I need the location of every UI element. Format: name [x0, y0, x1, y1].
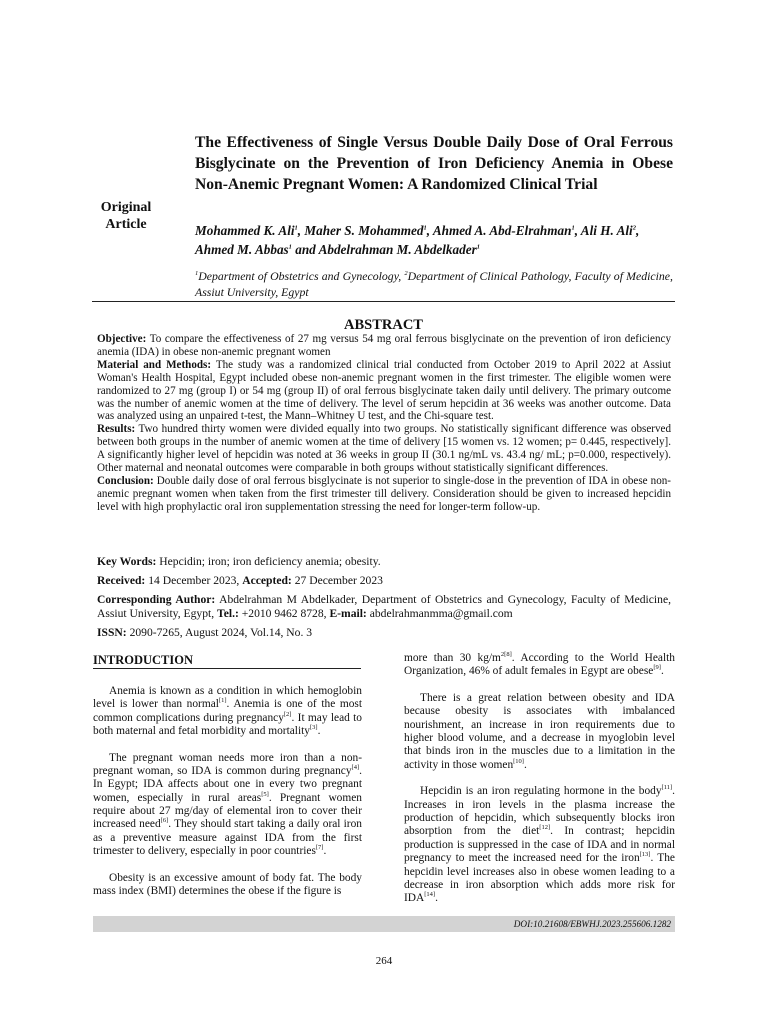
affiliation-mark: 2 — [404, 270, 408, 278]
citation-mark: 2[8] — [500, 651, 512, 659]
paragraph-text: more than 30 kg/m — [404, 652, 501, 664]
author-name: Ahmed A. Abd-Elrahman — [432, 223, 572, 238]
abstract-section-label: Objective: — [97, 333, 147, 345]
author-separator: , — [574, 223, 581, 238]
abstract-section-label: Results: — [97, 423, 136, 436]
email-label: E-mail: — [329, 607, 367, 620]
abstract-heading: ABSTRACT — [344, 317, 423, 333]
affiliation-text: Department of Clinical Pathology, Faculty of Medicine, Assiut University, Egypt — [195, 269, 673, 299]
keywords-text: Hepcidin; iron; iron deficiency anemia; obesity. — [159, 555, 381, 568]
citation-mark: [1] — [218, 697, 227, 705]
issn — [97, 626, 671, 640]
abstract-section-text: To compare the effectiveness of 27 mg versus 54 mg oral ferrous bisglycinate on the prevention of iron deficiency anemia (IDA) in obese non-anemic pregnant women — [97, 333, 671, 358]
author-separator: , — [635, 223, 640, 238]
affiliation-text: Department of Obstetrics and Gynecology, — [198, 269, 405, 283]
paragraph-text: . Pregnant women require about 27 mg/day of elemental iron to cover their increased need — [93, 791, 362, 831]
author-affiliation-mark: 1 — [571, 224, 575, 232]
author-affiliation-mark: 2 — [632, 224, 636, 232]
author-name: Ali H. Ali — [580, 223, 633, 238]
author-name: Mohammed K. Ali — [195, 223, 295, 238]
citation-mark: [6] — [160, 817, 169, 825]
citation-mark: [10] — [513, 757, 524, 765]
accepted-date: 27 December 2023 — [294, 574, 383, 587]
abstract-section-text: Double daily dose of oral ferrous bisglycinate is not superior to single-dose in the prevention of IDA in obese non-anemic pregnant women when taken from the first trimester till delivery. Consideration should be given to increased hepcidin level with high prophylactic oral iron supplementation stressing the need for longer-term follow-up. — [97, 474, 671, 513]
citation-mark: [13] — [639, 851, 651, 859]
body-paragraph — [404, 785, 675, 905]
received-label: Received: — [97, 574, 146, 587]
left-column — [93, 652, 362, 912]
author-affiliation-mark: 1 — [294, 224, 298, 232]
doi-bar — [93, 916, 675, 932]
paragraph-text: Obesity is an excessive amount of body fat. The body mass index (BMI) determines the obese if the figure is — [93, 871, 362, 898]
doi-text: DOI:10.21608/EBWHJ.2023.255606.1282 — [513, 919, 671, 929]
author-separator: , — [297, 223, 305, 238]
author-affiliation-mark: 1 — [476, 243, 480, 251]
paragraph-text: . Anemia is one of the most common complications during pregnancy — [93, 698, 362, 724]
author-affiliation-mark: 1 — [288, 243, 292, 251]
author-separator: , — [426, 223, 433, 238]
paragraph-text: . Increases in iron levels in the plasma increase the production of hepcidin, which subsequently blocks iron absorption from the diet — [404, 785, 675, 838]
body-paragraph — [93, 752, 362, 859]
left-column-paragraphs — [93, 685, 362, 899]
abstract-section-label: Conclusion: — [97, 474, 154, 487]
paragraph-text: The pregnant woman needs more iron than a non-pregnant woman, so IDA is common during pregnancy — [93, 751, 362, 778]
abstract-conclusion — [97, 475, 671, 514]
received-date: 14 December 2023, — [148, 574, 240, 587]
keywords — [97, 555, 671, 569]
affiliations — [195, 268, 673, 300]
paragraph-text: . The hepcidin level increases also in obese women leading to a decrease in iron absorption which adds more risk for IDA — [404, 852, 675, 905]
accepted-label: Accepted: — [242, 574, 292, 587]
body-paragraph — [404, 692, 675, 772]
page-number: 264 — [375, 955, 393, 967]
issn-text: 2090-7265, August 2024, Vol.14, No. 3 — [129, 626, 313, 639]
citation-mark: [9] — [653, 664, 661, 672]
abstract-results — [97, 423, 671, 475]
introduction-heading: INTRODUCTION — [93, 653, 194, 667]
affiliation-mark: 1 — [195, 270, 199, 278]
paragraph-text: Anemia is known as a condition in which hemoglobin level is lower than normal — [93, 685, 362, 711]
introduction-underline — [93, 668, 361, 669]
article-type-line-1: Original — [100, 200, 152, 215]
paragraph-text: . In Egypt; IDA affects about one in every two pregnant women, especially in rural areas — [93, 765, 362, 804]
author-name: Abdelrahman M. Abdelkader — [318, 242, 477, 257]
citation-mark: [4] — [351, 764, 360, 772]
paper-title: The Effectiveness of Single Versus Double Daily Dose of Oral Ferrous Bisglycinate on the Prevention of Iron Deficiency Anemia in Obese Non-Anemic Pregnant Women: A Randomized Clinical Trial — [195, 134, 673, 193]
corresponding-text: Abdelrahman M Abdelkader, Department of Obstetrics and Gynecology, Faculty of Medicine, Assiut University, Egypt, — [97, 593, 671, 620]
article-type-line-2: Article — [105, 217, 147, 232]
abstract-methods — [97, 359, 671, 424]
keywords-label: Key Words: — [97, 555, 157, 568]
paragraph-text: . — [660, 665, 664, 678]
tel-number: +2010 9462 8728, — [241, 607, 327, 620]
author-name: Maher S. Mohammed — [304, 223, 424, 238]
abstract-body — [97, 333, 671, 514]
paragraph-text: There is a great relation between obesity and IDA because obesity is associates with imbalanced nourishment, an increase in iron requirements due to higher blood volume, and a decrease in myoglobin level that binds iron in the muscles due to a limitation in the activity in those women — [404, 692, 675, 771]
citation-mark: [7] — [315, 844, 324, 852]
header-divider — [92, 301, 675, 302]
paragraph-text: . — [317, 725, 321, 738]
paragraph-text: . — [435, 892, 438, 905]
author-list — [195, 221, 673, 259]
paragraph-text: . They should start taking a daily oral iron as a preventive measure against IDA from the first trimester to delivery, especially in poor countries — [93, 818, 362, 858]
body-paragraph — [93, 872, 362, 899]
article-type-label — [90, 199, 162, 233]
right-column-paragraphs — [404, 652, 675, 906]
author-affiliation-mark: 1 — [423, 224, 427, 232]
paragraph-text: . According to the World Health Organization, 46% of adult females in Egypt are obese — [404, 652, 675, 678]
citation-mark: [12] — [539, 824, 551, 832]
corresponding-label: Corresponding Author: — [97, 593, 216, 606]
right-column — [404, 652, 675, 919]
paragraph-text: . — [523, 758, 527, 771]
citation-mark: [11] — [661, 784, 673, 792]
abstract-section-text: Two hundred thirty women were divided equally into two groups. No statistically significant difference was observed between both groups in the number of anemic women at the time of delivery [15 women vs. 12 women; p= 0.445, respectively]. A significantly higher level of hepcidin was noted at 36 weeks in group II (30.1 ng/mL vs. 43.4 ng/ mL; p=0.000, respectively). Other maternal and neonatal outcomes were comparable in both groups without statistically significant differences. — [97, 423, 672, 475]
paragraph-text: . In contrast; hepcidin production is suppressed in the case of IDA and in normal pregnancy to meet the increased need for the iron — [404, 825, 675, 865]
paragraph-text: . — [323, 845, 327, 858]
author-separator: and — [291, 242, 319, 257]
citation-mark: [2] — [283, 710, 292, 718]
citation-mark: [3] — [310, 724, 318, 732]
dates — [97, 574, 671, 588]
corresponding-author — [97, 593, 671, 621]
tel-label: Tel.: — [217, 607, 239, 620]
citation-mark: [5] — [261, 790, 269, 798]
body-paragraph — [93, 685, 362, 738]
paragraph-text: . It may lead to both maternal and fetal morbidity and mortality — [93, 711, 362, 738]
abstract-section-label: Material and Methods: — [97, 358, 212, 371]
author-name: Ahmed M. Abbas — [195, 242, 289, 257]
body-paragraph — [404, 652, 675, 679]
abstract-section-text: The study was a randomized clinical trial conducted from October 2019 to April 2022 at Assiut Woman's Health Hospital, Egypt included obese non-anemic pregnant women in the first trimester. The eligible women were randomized to 27 mg (group I) or 54 mg (group II) of oral ferrous bisglycinate taken daily until delivery. The primary outcome was the number of anemic women at the time of delivery. The level of serum hepcidin at 36 weeks was another outcome. Data was analyzed using an unpaired t-test, the Mann–Whitney U test, and the Chi-square test. — [97, 358, 671, 423]
citation-mark: [14] — [424, 891, 436, 899]
abstract-objective — [97, 333, 671, 359]
email-address: abdelrahmanmma@gmail.com — [369, 607, 513, 620]
paragraph-text: Hepcidin is an iron regulating hormone in the body — [420, 785, 662, 798]
issn-label: ISSN: — [97, 626, 127, 639]
